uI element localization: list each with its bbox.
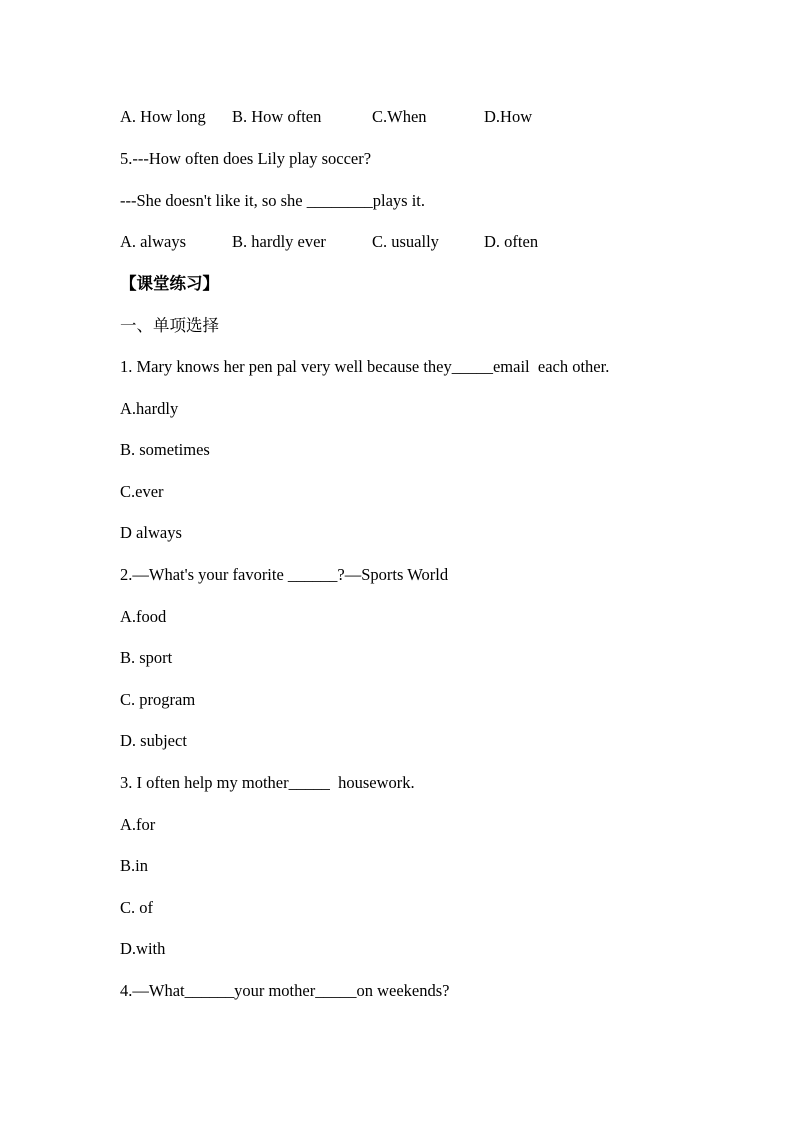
q2-option-b: B. sport — [120, 648, 173, 667]
q1-question: 1. Mary knows her pen pal very well because they_____email each other. — [120, 357, 610, 376]
q5-option-c: C. usually — [372, 232, 439, 251]
q1-option-b: B. sometimes — [120, 440, 210, 459]
q1-option-d: D always — [120, 523, 182, 542]
q2-option-a: A.food — [120, 607, 167, 626]
q4-question: 4.—What______your mother_____on weekends? — [120, 981, 450, 1000]
q5-answer-line: ---She doesn't like it, so she ________plays it. — [120, 191, 425, 210]
q2-option-d: D. subject — [120, 731, 187, 750]
q5-option-a: A. always — [120, 232, 186, 251]
prev-option-b: B. How often — [232, 107, 322, 126]
section-title: 【课堂练习】 — [120, 274, 219, 293]
q3-option-c: C. of — [120, 898, 153, 917]
section-subtitle: 一、单项选择 — [120, 316, 219, 335]
q3-question: 3. I often help my mother_____ housework. — [120, 773, 415, 792]
q2-question: 2.—What's your favorite ______?—Sports World — [120, 565, 449, 584]
prev-option-d: D.How — [484, 107, 533, 126]
q1-option-c: C.ever — [120, 482, 164, 501]
q2-option-c: C. program — [120, 690, 196, 709]
prev-option-a: A. How long — [120, 107, 206, 126]
q3-option-d: D.with — [120, 939, 166, 958]
q5-question: 5.---How often does Lily play soccer? — [120, 149, 372, 168]
q5-option-d: D. often — [484, 232, 539, 251]
q3-option-b: B.in — [120, 856, 148, 875]
q1-option-a: A.hardly — [120, 399, 179, 418]
prev-option-c: C.When — [372, 107, 427, 126]
q3-option-a: A.for — [120, 815, 156, 834]
q5-option-b: B. hardly ever — [232, 232, 326, 251]
